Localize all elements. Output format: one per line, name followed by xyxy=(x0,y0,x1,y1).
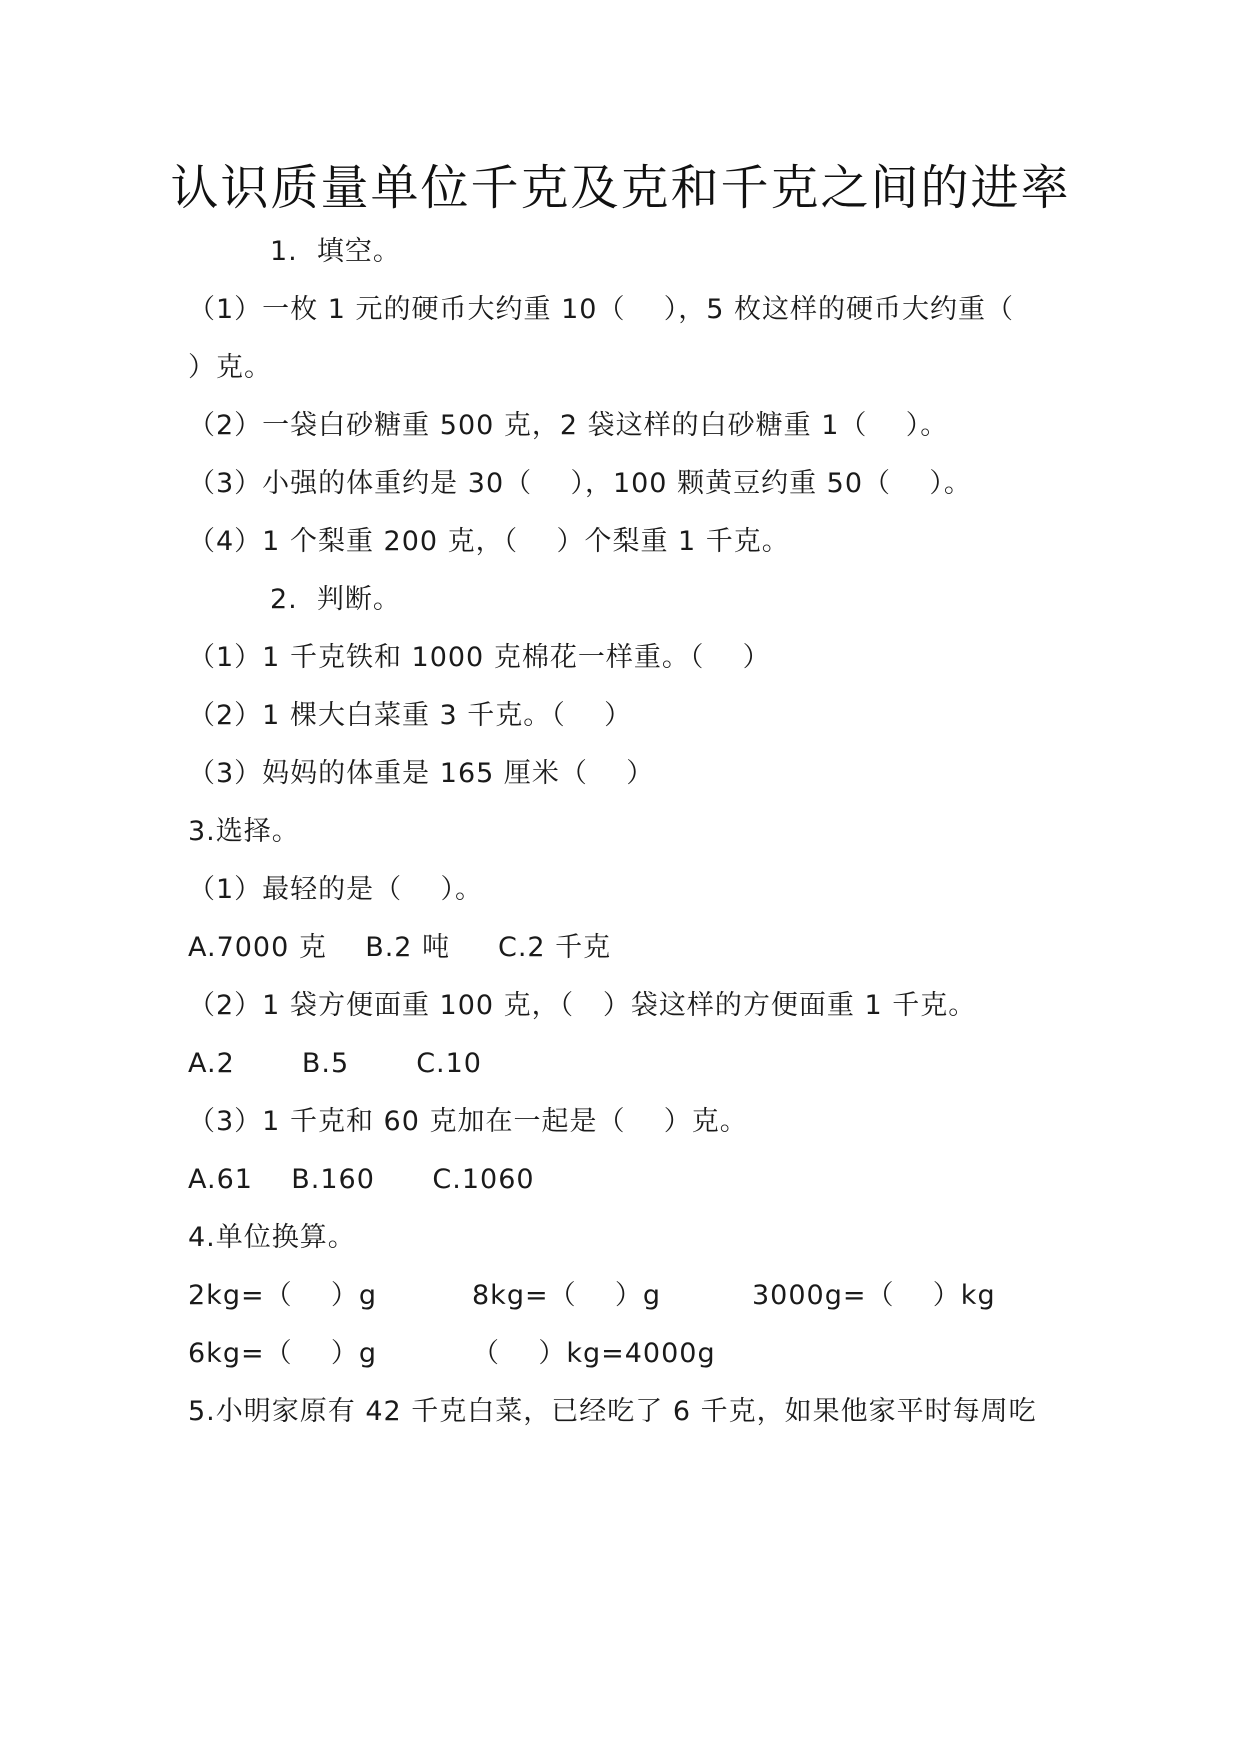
judgement-2-3: （3）妈妈的体重是 165 厘米（ ） xyxy=(188,758,655,789)
section-3-heading: 3.选择。 xyxy=(188,816,300,847)
question-1-3: （3）小强的体重约是 30（ ），100 颗黄豆约重 50（ ）。 xyxy=(188,468,972,499)
section-1-heading: 1. 填空。 xyxy=(270,236,401,267)
section-5-problem: 5.小明家原有 42 千克白菜，已经吃了 6 千克，如果他家平时每周吃 xyxy=(188,1396,1037,1427)
choice-3-2: （2）1 袋方便面重 100 克，（ ）袋这样的方便面重 1 千克。 xyxy=(188,990,977,1021)
choice-3-1: （1）最轻的是（ ）。 xyxy=(188,874,484,905)
choice-3-3: （3）1 千克和 60 克加在一起是（ ）克。 xyxy=(188,1106,748,1137)
conversion-4000g: （ ）kg=4000g xyxy=(472,1338,716,1369)
question-1-1-line-b: ）克。 xyxy=(188,352,272,383)
judgement-2-2: （2）1 棵大白菜重 3 千克。（ ） xyxy=(188,700,633,731)
choice-3-1-options: A.7000 克 B.2 吨 C.2 千克 xyxy=(188,932,612,963)
question-1-2: （2）一袋白砂糖重 500 克，2 袋这样的白砂糖重 1（ ）。 xyxy=(188,410,949,441)
conversion-2kg: 2kg=（ ）g xyxy=(188,1280,378,1311)
choice-3-3-options: A.61 B.160 C.1060 xyxy=(188,1164,535,1195)
page-title: 认识质量单位千克及克和千克之间的进率 xyxy=(170,160,1071,216)
question-1-4: （4）1 个梨重 200 克，（ ）个梨重 1 千克。 xyxy=(188,526,790,557)
section-4-heading: 4.单位换算。 xyxy=(188,1222,356,1253)
choice-3-2-options: A.2 B.5 C.10 xyxy=(188,1048,482,1079)
conversion-3000g: 3000g=（ ）kg xyxy=(752,1280,996,1311)
judgement-2-1: （1）1 千克铁和 1000 克棉花一样重。（ ） xyxy=(188,642,771,673)
conversion-8kg: 8kg=（ ）g xyxy=(472,1280,662,1311)
section-2-heading: 2. 判断。 xyxy=(270,584,401,615)
question-1-1-line-a: （1）一枚 1 元的硬币大约重 10（ ），5 枚这样的硬币大约重（ xyxy=(188,294,1015,325)
conversion-6kg: 6kg=（ ）g xyxy=(188,1338,378,1369)
